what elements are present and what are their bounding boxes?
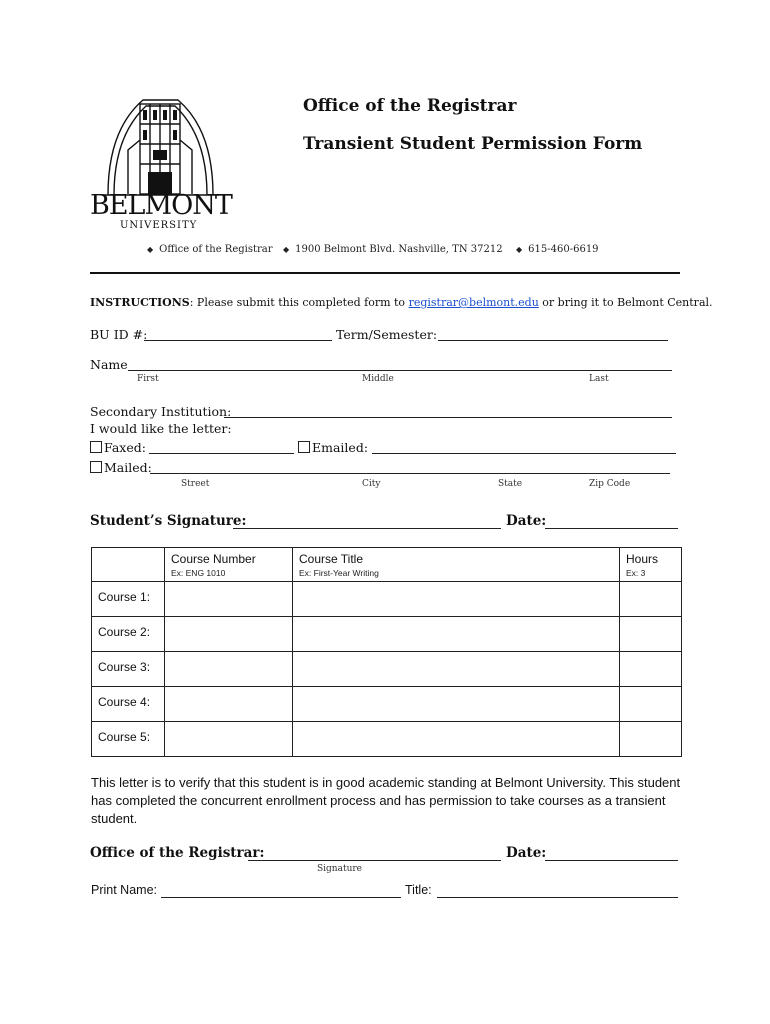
course-number-cell[interactable] [165,582,293,617]
registrar-signature-field[interactable] [248,860,501,861]
logo-subtitle: UNIVERSITY [120,220,198,231]
title-field[interactable] [437,897,678,898]
table-row [92,582,682,617]
street-caption: Street [181,479,210,489]
course-title-cell[interactable] [293,582,620,617]
mailed-checkbox[interactable] [90,461,102,473]
contact-phone: ◆ 615-460-6619 [516,244,599,255]
table-row [92,722,682,757]
mailed-field[interactable] [150,473,670,474]
title-label: Title: [405,883,432,897]
course-number-cell[interactable] [165,722,293,757]
zip-caption: Zip Code [589,479,631,489]
registrar-signature-label: Office of the Registrar: [90,845,265,861]
hours-cell[interactable] [620,687,682,722]
table-row [92,687,682,722]
row-label-cell: Course 1: [92,582,165,617]
bullet-icon: ◆ [147,245,154,254]
student-date-label: Date: [506,513,547,529]
form-title: Transient Student Permission Form [303,134,643,154]
state-caption: State [498,479,523,489]
hours-cell[interactable] [620,582,682,617]
name-middle-caption: Middle [362,374,394,384]
row-label-cell: Course 3: [92,652,165,687]
emailed-option: Emailed: [298,440,368,455]
secondary-institution-label: Secondary Institution: [90,404,232,419]
row-label-cell: Course 5: [92,722,165,757]
name-first-caption: First [137,374,159,384]
contact-office: ◆ Office of the Registrar [147,244,273,255]
header-blank-cell [92,548,165,582]
bu-id-label: BU ID #: [90,327,148,342]
hours-cell[interactable] [620,722,682,757]
course-number-cell[interactable] [165,652,293,687]
registrar-date-field[interactable] [545,860,678,861]
header-course-title: Course Title Ex: First-Year Writing [293,548,620,582]
instructions: INSTRUCTIONS: Please submit this completed form to registrar@belmont.edu or bring it to Belmont Central. [90,296,713,309]
belmont-logo [88,90,233,232]
course-table [91,547,682,757]
row-label-cell: Course 2: [92,617,165,652]
city-caption: City [362,479,381,489]
term-label: Term/Semester: [336,327,438,342]
course-number-cell[interactable] [165,687,293,722]
course-title-cell[interactable] [293,617,620,652]
registrar-date-label: Date: [506,845,547,861]
letter-prompt: I would like the letter: [90,421,232,436]
office-title: Office of the Registrar [303,96,517,116]
student-signature-field[interactable] [233,528,501,529]
course-title-cell[interactable] [293,652,620,687]
course-title-cell[interactable] [293,722,620,757]
header-course-number: Course Number Ex: ENG 1010 [165,548,293,582]
mailed-option: Mailed: [90,460,152,475]
row-label-cell: Course 4: [92,687,165,722]
term-field[interactable] [438,340,668,341]
student-signature-label: Student’s Signature: [90,513,247,529]
faxed-field[interactable] [149,453,294,454]
table-header-row [92,548,682,582]
table-row [92,617,682,652]
print-name-label: Print Name: [91,883,157,897]
header-hours: Hours Ex: 3 [620,548,682,582]
bu-id-field[interactable] [144,340,332,341]
bullet-icon: ◆ [283,245,290,254]
hours-cell[interactable] [620,652,682,687]
student-date-field[interactable] [545,528,678,529]
faxed-option: Faxed: [90,440,146,455]
logo-wordmark: BELMONT [90,190,232,221]
table-row [92,652,682,687]
contact-address: ◆ 1900 Belmont Blvd. Nashville, TN 37212 [283,244,503,255]
faxed-checkbox[interactable] [90,441,102,453]
hours-cell[interactable] [620,617,682,652]
emailed-field[interactable] [372,453,676,454]
signature-caption: Signature [317,864,363,874]
name-field[interactable] [128,370,672,371]
header-divider [90,272,680,274]
emailed-checkbox[interactable] [298,441,310,453]
course-title-cell[interactable] [293,687,620,722]
bullet-icon: ◆ [516,245,523,254]
print-name-field[interactable] [161,897,401,898]
verification-statement: This letter is to verify that this student is in good academic standing at Belmont University. This student has completed the concurrent enrollment process and has permission to take courses as a transient student. [91,775,681,826]
registrar-email-link[interactable]: registrar@belmont.edu [408,296,539,309]
course-number-cell[interactable] [165,617,293,652]
name-label: Name [90,357,128,372]
secondary-institution-field[interactable] [224,417,672,418]
name-last-caption: Last [589,374,609,384]
